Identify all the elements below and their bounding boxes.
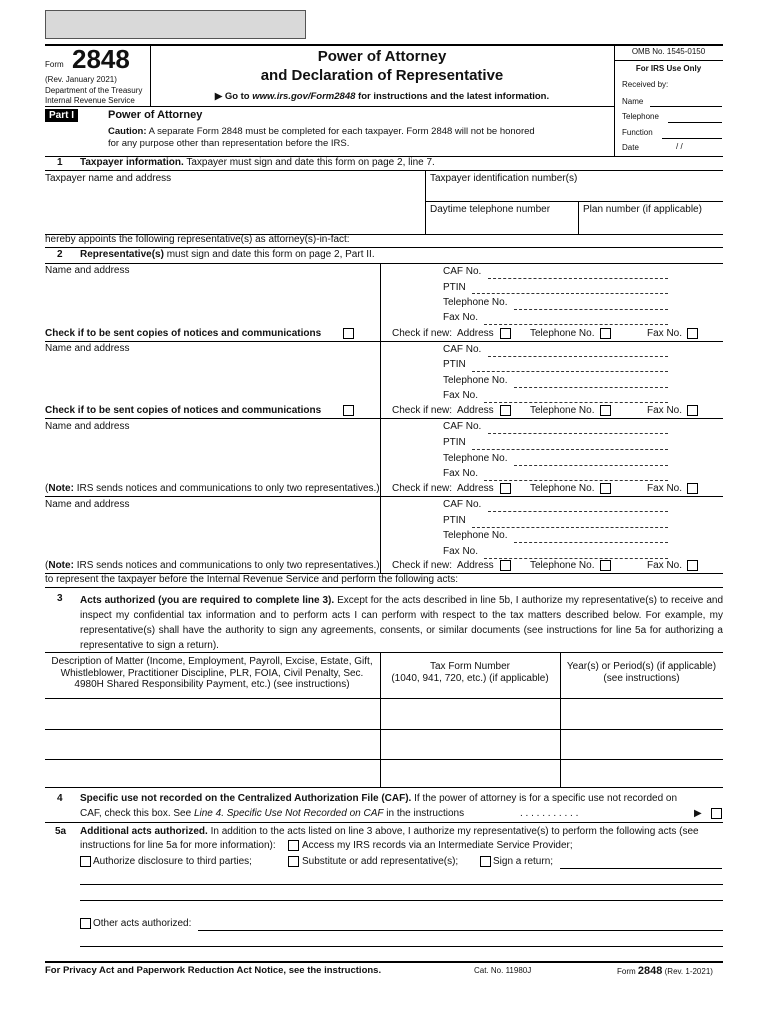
- rep4-faxno-label: Fax No.: [647, 560, 683, 571]
- rep2-caf-label: CAF No.: [443, 344, 482, 355]
- part1-title: Power of Attorney: [108, 109, 203, 121]
- rep4-note: [45, 560, 380, 572]
- rep3-ptin-label: PTIN: [443, 437, 466, 448]
- rep4-caf-field[interactable]: [488, 511, 668, 512]
- rep2-ptin-field[interactable]: [472, 371, 668, 372]
- daytime-phone: Daytime telephone number: [430, 204, 551, 215]
- rep4-fax-label: Fax No.: [443, 546, 479, 557]
- divider: [45, 170, 723, 171]
- col-taxform-line1: Tax Form Number: [429, 661, 510, 672]
- irs-date-slashes: / /: [676, 142, 683, 151]
- table-row-3-taxform[interactable]: [381, 760, 560, 787]
- rep3-address-label: Address: [457, 483, 494, 494]
- rep2-name-address: Name and address: [45, 343, 130, 354]
- table-row-3-description[interactable]: [45, 760, 380, 787]
- part1-label: Part I: [45, 109, 78, 122]
- line4-num: 4: [57, 793, 63, 804]
- rep1-copies-checkbox[interactable]: [343, 328, 354, 339]
- irs-function-label: Function: [622, 128, 653, 137]
- line4-text2-end: in the instructions: [386, 808, 465, 819]
- rep3-fax-label: Fax No.: [443, 468, 479, 479]
- other-acts-checkbox[interactable]: [80, 918, 91, 929]
- rep3-ptin-field[interactable]: [472, 449, 668, 450]
- rep4-telephone-field[interactable]: [514, 542, 668, 543]
- col-years-line2: (see instructions): [603, 673, 680, 684]
- line4-line2: [80, 808, 464, 820]
- rep2-copies-checkbox[interactable]: [343, 405, 354, 416]
- line3-num: 3: [57, 593, 63, 604]
- line2-num: 2: [57, 249, 63, 260]
- line4-text1: If the power of attorney is for a specific use not recorded on: [414, 793, 678, 804]
- appoints-text: hereby appoints the following representative(s) as attorney(s)-in-fact:: [45, 234, 350, 245]
- agency: Internal Revenue Service: [45, 96, 135, 105]
- rep1-name-address: Name and address: [45, 265, 130, 276]
- rep3-caf-label: CAF No.: [443, 421, 482, 432]
- arrow-right-icon: ▶: [694, 808, 702, 819]
- irs-telephone-field[interactable]: [668, 122, 722, 123]
- rep1-caf-label: CAF No.: [443, 266, 482, 277]
- sign-return-field[interactable]: [560, 868, 722, 869]
- other-acts-field[interactable]: [198, 930, 723, 931]
- rep3-telno-label: Telephone No.: [530, 483, 595, 494]
- footer-form-number: 2848: [637, 965, 663, 977]
- rep2-faxno-label: Fax No.: [647, 405, 683, 416]
- rep1-fax-field[interactable]: [484, 324, 668, 325]
- divider: [45, 263, 723, 264]
- footer-form-label: Form: [617, 967, 636, 976]
- rep4-name-address: Name and address: [45, 499, 130, 510]
- revision-date: (Rev. January 2021): [45, 75, 117, 84]
- taxpayer-name-address: Taxpayer name and address: [45, 173, 172, 184]
- footer-rule: [45, 961, 723, 963]
- irs-use-only: For IRS Use Only: [635, 64, 702, 73]
- rep3-faxno-checkbox[interactable]: [687, 483, 698, 494]
- rep3-caf-field[interactable]: [488, 433, 668, 434]
- rep1-faxno-checkbox[interactable]: [687, 328, 698, 339]
- divider: [614, 60, 723, 61]
- divider: [45, 341, 723, 342]
- sign-return-checkbox[interactable]: [480, 856, 491, 867]
- access-records-label: Access my IRS records via an Intermediate Service Provider;: [302, 840, 573, 851]
- rep2-caf-field[interactable]: [488, 356, 668, 357]
- sign-return-label: Sign a return;: [493, 856, 554, 867]
- line4-caf-checkbox[interactable]: [711, 808, 722, 819]
- rep4-ptin-label: PTIN: [443, 515, 466, 526]
- line5a-text1: In addition to the acts listed on line 3 above, I authorize my representative(s) to perform the following acts (see: [210, 826, 699, 837]
- line2-title: Representative(s): [80, 249, 164, 260]
- rep4-ptin-field[interactable]: [472, 527, 668, 528]
- divider: [425, 201, 723, 202]
- table-row-2-years[interactable]: [561, 730, 723, 758]
- irs-telephone-label: Telephone: [622, 112, 659, 121]
- rep1-telno-label: Telephone No.: [530, 328, 595, 339]
- rep4-fax-field[interactable]: [484, 558, 668, 559]
- footer-rev: (Rev. 1-2021): [664, 967, 713, 976]
- rep3-check-new: Check if new:: [392, 483, 453, 494]
- rep2-faxno-checkbox[interactable]: [687, 405, 698, 416]
- rep1-telno-checkbox[interactable]: [600, 328, 611, 339]
- divider: [45, 587, 723, 588]
- line5a-title: Additional acts authorized.: [80, 826, 208, 837]
- title-line1: Power of Attorney: [317, 48, 447, 65]
- rep1-check-new: Check if new:: [392, 328, 453, 339]
- rep2-address-label: Address: [457, 405, 494, 416]
- header-rule: [45, 44, 723, 46]
- rep3-telno-checkbox[interactable]: [600, 483, 611, 494]
- line1-text: Taxpayer must sign and date this form on page 2, line 7.: [186, 157, 435, 168]
- privacy-notice: For Privacy Act and Paperwork Reduction Act Notice, see the instructions.: [45, 965, 382, 976]
- rep1-check-copies-label: Check if to be sent copies of notices and communications: [45, 328, 322, 339]
- divider: [45, 418, 723, 419]
- goto-suffix: for instructions and the latest information.: [358, 91, 550, 102]
- caution-line1: [108, 126, 535, 138]
- note-text: IRS sends notices and communications to only two representatives.): [76, 560, 380, 571]
- goto-instructions: [150, 91, 614, 103]
- represent-text: to represent the taxpayer before the Internal Revenue Service and perform the following acts:: [45, 574, 459, 585]
- table-row-3-years[interactable]: [561, 760, 723, 787]
- rep3-telephone-label: Telephone No.: [443, 453, 508, 464]
- department: Department of the Treasury: [45, 86, 143, 95]
- col-taxform-line2: (1040, 941, 720, etc.) (if applicable): [391, 673, 549, 684]
- divider: [425, 170, 426, 234]
- line5a-text2: instructions for line 5a for more information):: [80, 840, 276, 851]
- caution-text: A separate Form 2848 must be completed for each taxpayer. Form 2848 will not be honored: [148, 126, 535, 137]
- arrow-right-icon: ▶: [214, 91, 223, 102]
- line4-line1: [80, 793, 677, 805]
- divider: [578, 201, 579, 234]
- rep4-address-label: Address: [457, 560, 494, 571]
- line4-text2: CAF, check this box. See: [80, 808, 192, 819]
- table-row-2-taxform[interactable]: [381, 730, 560, 758]
- table-row-1-taxform[interactable]: [381, 699, 560, 728]
- rep2-fax-field[interactable]: [484, 402, 668, 403]
- rep2-telephone-label: Telephone No.: [443, 375, 508, 386]
- divider: [45, 247, 723, 248]
- line3-text: Except for the acts described in line 5b, I authorize my representative(s) to receive and inspect my confidential tax information and to perform acts I can perform with respect to the tax matters described below. For example, my representative(s) shall have the authority to sign any agreements, consents, or similar documents (see instructions for line 5a for authorizing a representative to sign a return).: [80, 595, 723, 651]
- irs-function-field[interactable]: [662, 138, 722, 139]
- rep4-telno-checkbox[interactable]: [600, 560, 611, 571]
- irs-name-label: Name: [622, 97, 644, 106]
- line2-heading: [80, 249, 375, 261]
- irs-url-link[interactable]: www.irs.gov/Form2848: [252, 91, 356, 102]
- rep1-ptin-label: PTIN: [443, 282, 466, 293]
- rep2-check-copies-label: Check if to be sent copies of notices and communications: [45, 405, 322, 416]
- rep1-address-label: Address: [457, 328, 494, 339]
- caution-line2: for any purpose other than representation before the IRS.: [108, 138, 350, 149]
- rep3-name-address: Name and address: [45, 421, 130, 432]
- caution-label: Caution:: [108, 126, 147, 137]
- plan-number: Plan number (if applicable): [583, 204, 702, 215]
- line1-title: Taxpayer information.: [80, 157, 184, 168]
- note-label: Note:: [48, 483, 74, 494]
- access-records-checkbox[interactable]: [288, 840, 299, 851]
- line2-text: must sign and date this form on page 2, Part II.: [166, 249, 375, 260]
- received-by: Received by:: [622, 80, 669, 89]
- line1-num: 1: [57, 157, 63, 168]
- line4-title: Specific use not recorded on the Centralized Authorization File (CAF).: [80, 793, 412, 804]
- rep2-telno-checkbox[interactable]: [600, 405, 611, 416]
- table-row-2-description[interactable]: [45, 730, 380, 758]
- taxpayer-tin: Taxpayer identification number(s): [430, 173, 578, 184]
- rep1-ptin-field[interactable]: [472, 293, 668, 294]
- form-number: 2848: [72, 44, 130, 74]
- goto-prefix: Go to: [224, 91, 250, 102]
- rep3-telephone-field[interactable]: [514, 465, 668, 466]
- note-label: Note:: [48, 560, 74, 571]
- table-row-1-description[interactable]: [45, 699, 380, 728]
- rep4-check-new: Check if new:: [392, 560, 453, 571]
- other-acts-label: Other acts authorized:: [93, 918, 192, 929]
- catalog-number: Cat. No. 11980J: [474, 966, 532, 975]
- line5a-num: 5a: [55, 826, 67, 837]
- rep4-telno-label: Telephone No.: [530, 560, 595, 571]
- divider: [45, 787, 723, 788]
- rep3-note: [45, 483, 380, 495]
- divider: [45, 496, 723, 497]
- rep1-address-checkbox[interactable]: [500, 328, 511, 339]
- authorize-disclosure-label: Authorize disclosure to third parties;: [93, 856, 252, 867]
- line3-paragraph: [80, 593, 723, 653]
- rep4-telephone-label: Telephone No.: [443, 530, 508, 541]
- col-years-line1: Year(s) or Period(s) (if applicable): [566, 661, 717, 672]
- rep4-faxno-checkbox[interactable]: [687, 560, 698, 571]
- note-open-paren: (: [45, 560, 49, 571]
- line1-heading: [80, 157, 435, 169]
- line3-title: Acts authorized (you are required to complete line 3).: [80, 595, 335, 606]
- rep2-fax-label: Fax No.: [443, 390, 479, 401]
- divider: [45, 106, 614, 107]
- other-acts-line2[interactable]: [80, 946, 723, 947]
- col-description: Description of Matter (Income, Employment, Payroll, Excise, Estate, Gift, Whistleblower, Practitioner Discipline, PLR, FOIA, Civil Penalty, Sec. 4980H Shared Responsibility Payment, etc.) (see instructions): [51, 656, 373, 690]
- rep4-caf-label: CAF No.: [443, 499, 482, 510]
- rep1-fax-label: Fax No.: [443, 312, 479, 323]
- irs-date-label: Date: [622, 143, 639, 152]
- rep1-telephone-label: Telephone No.: [443, 297, 508, 308]
- rep3-fax-field[interactable]: [484, 480, 668, 481]
- title-line2: and Declaration of Representative: [260, 67, 504, 84]
- rep2-telno-label: Telephone No.: [530, 405, 595, 416]
- table-row-1-years[interactable]: [561, 699, 723, 728]
- rep2-ptin-label: PTIN: [443, 359, 466, 370]
- rep1-faxno-label: Fax No.: [647, 328, 683, 339]
- substitute-rep-checkbox[interactable]: [288, 856, 299, 867]
- irs-name-field[interactable]: [650, 106, 722, 107]
- form-label: Form: [45, 60, 64, 69]
- additional-acts-line1[interactable]: [80, 884, 723, 885]
- rep2-address-checkbox[interactable]: [500, 405, 511, 416]
- line5a-line1: [80, 826, 699, 838]
- additional-acts-line2[interactable]: [80, 900, 723, 901]
- divider: [45, 822, 723, 823]
- footer-form: [617, 966, 713, 977]
- rep1-telephone-field[interactable]: [514, 309, 668, 310]
- rep4-address-checkbox[interactable]: [500, 560, 511, 571]
- substitute-rep-label: Substitute or add representative(s);: [302, 856, 459, 867]
- rep1-caf-field[interactable]: [488, 278, 668, 279]
- rep3-address-checkbox[interactable]: [500, 483, 511, 494]
- authorize-disclosure-checkbox[interactable]: [80, 856, 91, 867]
- note-text: IRS sends notices and communications to only two representatives.): [76, 483, 380, 494]
- rep3-faxno-label: Fax No.: [647, 483, 683, 494]
- line4-italic-ref: Line 4. Specific Use Not Recorded on CAF: [193, 808, 384, 819]
- omb-number: OMB No. 1545-0150: [631, 47, 706, 56]
- rep2-telephone-field[interactable]: [514, 387, 668, 388]
- divider: [45, 652, 723, 653]
- top-gray-box: [45, 10, 306, 39]
- rep2-check-new: Check if new:: [392, 405, 453, 416]
- line4-leader: . . . . . . . . . . .: [520, 808, 579, 819]
- note-open-paren: (: [45, 483, 49, 494]
